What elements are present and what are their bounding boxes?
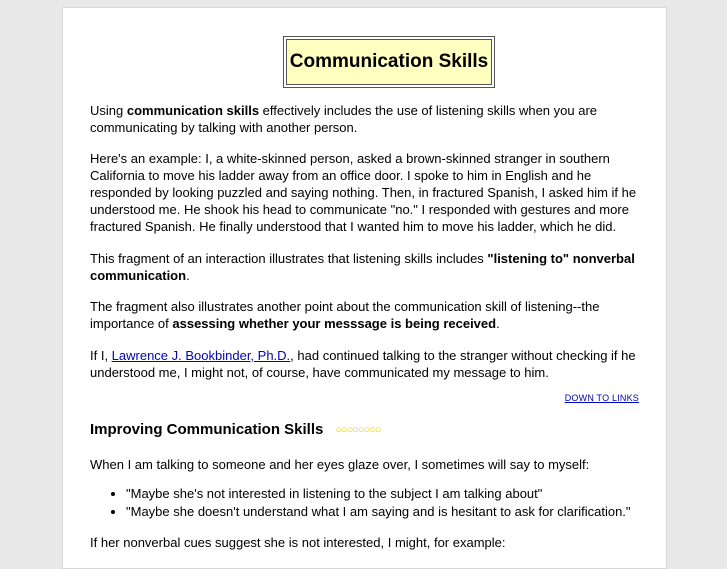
down-to-links-link[interactable]: DOWN TO LINKS	[564, 393, 639, 403]
author-link[interactable]: Lawrence J. Bookbinder, Ph.D.	[111, 348, 291, 363]
paragraph-assessing: The fragment also illustrates another point about the communication skill of listening--the importance of assessing whether your messsage is being received.	[90, 299, 600, 331]
list-item: • "Maybe she's not interested in listening to the subject I am talking about"	[126, 485, 639, 503]
page	[62, 7, 667, 569]
title-box	[283, 36, 495, 88]
bold-communication-skills: communication skills	[126, 103, 260, 118]
paragraph-example: Here's an example: I, a white-skinned person, asked a brown-skinned stranger in southern California to move his ladder away from an office door. I spoke to him in English and he responded by looking puzzled and saying nothing. Then, in fractured Spanish, I asked him if he understood me. He shook his head to communicate "no." I responded with gestures and more fractured Spanish. He finally understood that I wanted him to move his ladder, which he did.	[90, 151, 637, 234]
paragraph-fragment: This fragment of an interaction illustrates that listening skills includes "listening to" nonverbal communication.	[90, 251, 635, 283]
bullet-list	[90, 485, 639, 521]
section-heading: Improving Communication Skills ○○○○○○○○	[90, 421, 381, 438]
list-item: • "Maybe she doesn't understand what I am saying and is hesitant to ask for clarification."	[126, 503, 639, 521]
paragraph-author: If I, Lawrence J. Bookbinder, Ph.D., had continued talking to the stranger without checking if he understood me, I might not, of course, have communicated my message to him.	[90, 348, 636, 380]
bold-nonverbal: "listening to" nonverbal communication	[90, 251, 635, 283]
paragraph-glaze: When I am talking to someone and her eyes glaze over, I sometimes will say to myself:	[90, 457, 590, 472]
paragraph-nonverbal-cues: If her nonverbal cues suggest she is not interested, I might, for example:	[90, 535, 506, 550]
decorative-dots-icon: ○○○○○○○○	[335, 424, 381, 436]
bold-assessing: assessing whether your messsage is being received	[172, 316, 497, 331]
page-title: Communication Skills	[286, 39, 492, 85]
paragraph-intro: Using communication skills effectively includes the use of listening skills when you are communicating by talking with another person.	[90, 103, 598, 135]
